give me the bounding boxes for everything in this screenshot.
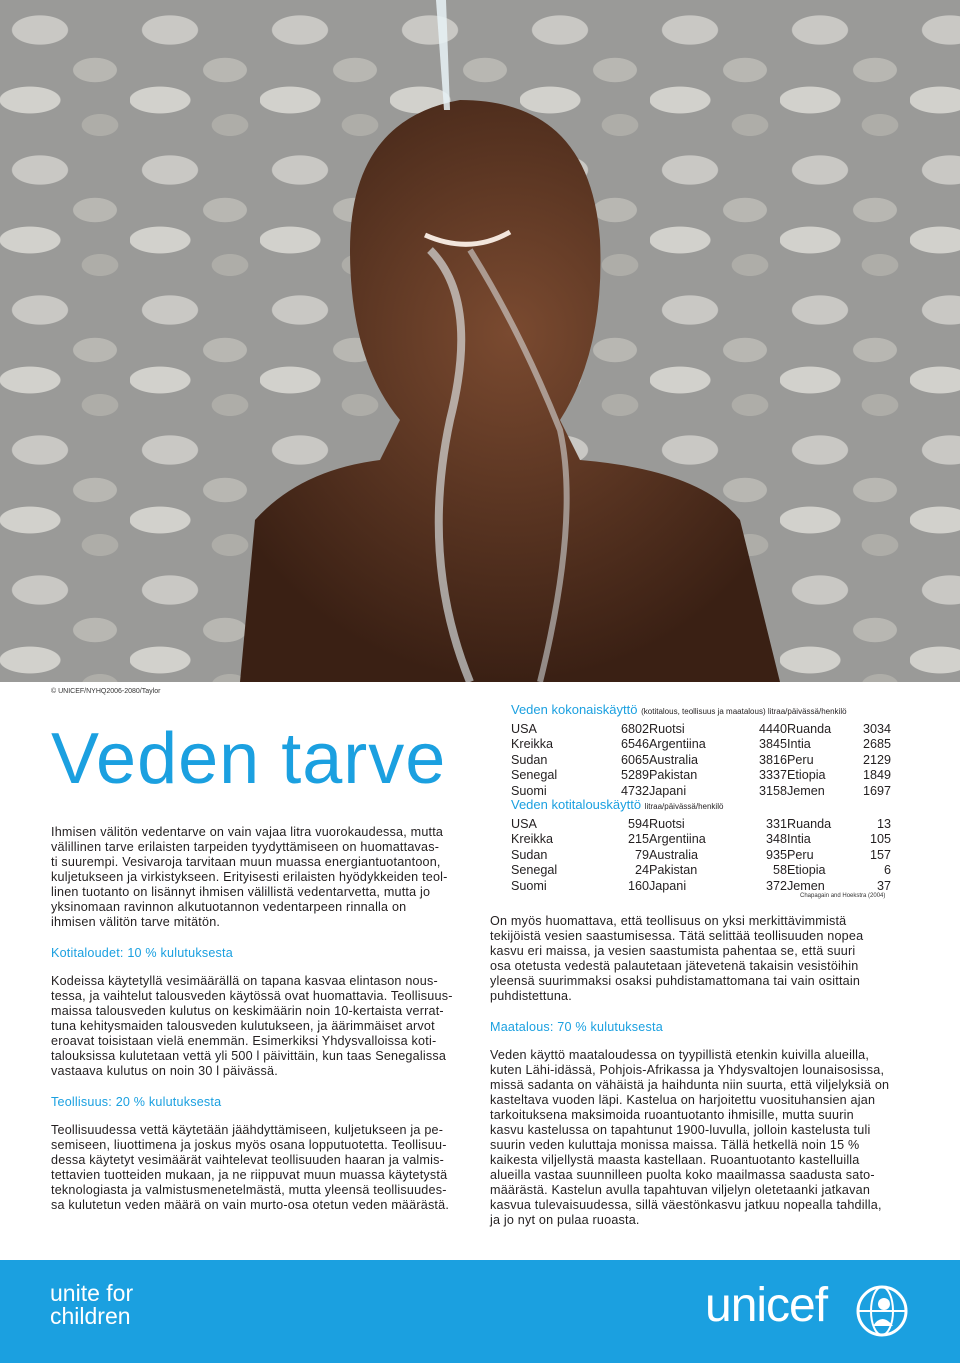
value: 1697 [862,783,891,798]
country-name: Kreikka [511,832,553,847]
slogan-line: children [50,1303,131,1329]
unicef-logo: unicef [705,1279,828,1332]
country-name: Peru [787,752,814,767]
text-line: On myös huomattava, että teollisuus on yksi merkittävimmistä [490,914,847,928]
text-line: määrästä. Kastelun avulla tapahtuvan viljelyn oletetaanki jatkavan [490,1183,871,1197]
text-line: maissa talousveden kulutus on keskimäärin noin 10-kertaista verrat- [51,1004,444,1018]
value: 6 [883,863,891,878]
text-line: eroavat toisistaan vielä enemmän. Esimerkiksi Yhdysvalloissa koti- [51,1034,437,1048]
footer-band [0,1260,960,1363]
value: 2129 [862,752,891,767]
table-row [511,722,891,737]
country-name: Ruotsi [649,722,685,736]
text-line: sa kulutetun veden määrä on vain murto-osa otetun veden määrästä. [51,1198,450,1212]
text-line: tarkoituksena maksimoida ruoantuotanto ihmisille, mutta suurin [490,1108,854,1122]
text-line: kasvu eri maissa, ja vesien saastumista pahentaa se, että suuri [490,944,856,958]
value: 215 [627,832,649,847]
unicef-emblem-icon [853,1282,911,1340]
table-row [511,832,891,847]
slogan [50,1282,133,1328]
household-heading: Kotitaloudet: 10 % kulutuksesta [51,946,233,960]
value: 4440 [758,722,787,736]
table-row [511,848,891,863]
text-line: vastaava kulutus on noin 30 l päivässä. [51,1064,278,1078]
text-line: kasteltava vuoden läpi. Kastelua on harjoitettu vuosituhansien ajan [490,1093,876,1107]
value: 3034 [862,722,891,736]
text-line: Kodeissa käytetyllä vesimäärällä on tapana kasvaa elintason nous- [51,974,438,988]
left-column [51,825,471,1213]
country-name: USA [511,722,537,736]
value: 79 [634,847,649,862]
value: 6802 [620,722,649,736]
country-name: Argentiina [649,737,706,752]
text-line: Veden käyttö maataloudessa on tyypillistä etenkin kuivilla alueilla, [490,1048,870,1062]
text-line: kaikesta viljellystä maasta kastellaan. Ruoantuotanto kastelluilla [490,1153,860,1167]
text-line: semiseen, liuottimena ja joskus myös osana lopputuotetta. Teollisuu- [51,1138,447,1152]
text-line: tuna kehitysmaiden talousveden kulutukseen, ja äärimmäiset arvot [51,1019,435,1033]
industry-heading: Teollisuus: 20 % kulutuksesta [51,1095,222,1109]
text-line: kasvua tulevaisuudessa, sillä väestönkasvu jatkuu nopealla tahdilla, [490,1198,882,1212]
country-name: Pakistan [649,863,698,878]
value: 331 [765,817,787,831]
total-use-table [511,702,891,799]
text-line: yksinomaan ravinnon alkutuotannon vedentarpeen rinnalla on [51,900,407,914]
country-name: Etiopia [787,768,826,783]
text-line: linen tuotanto on lisännyt ihmisen välillistä vedentarvetta, mutta jo [51,885,431,899]
country-name: Jemen [787,878,825,893]
table-row [511,753,891,768]
value: 2685 [862,737,891,752]
table-row [511,879,891,894]
country-name: USA [511,817,537,831]
table-subtitle: (kotitalous, teollisuus ja maatalous) litraa/päivässä/henkilö [641,707,847,716]
value: 6546 [620,737,649,752]
country-name: Senegal [511,863,558,878]
text-line: ti suurempi. Vesivaroja tarvitaan muun muassa energiantuotantoon, [51,855,441,869]
table-row [511,817,891,832]
value: 935 [765,847,787,862]
text-line: talouksissa kulutetaan vettä yli 500 l päivittäin, kun taas Senegalissa [51,1049,447,1063]
country-name: Ruotsi [649,817,685,831]
country-name: Intia [787,737,811,752]
country-name: Ruanda [787,817,832,831]
value: 3845 [758,737,787,752]
country-name: Sudan [511,752,548,767]
country-name: Etiopia [787,863,826,878]
value: 348 [765,832,787,847]
country-name: Ruanda [787,722,832,736]
table-row [511,768,891,783]
value: 24 [634,863,649,878]
value: 13 [876,817,891,831]
country-name: Australia [649,752,698,767]
value: 157 [869,847,891,862]
value: 1849 [862,768,891,783]
household-paragraph [51,974,471,1079]
photo-credit: © UNICEF/NYHQ2006-2080/Taylor [51,688,161,695]
table-title: Veden kotitalouskäyttö [511,797,642,812]
text-line: Ihmisen välitön vedentarve on vain vajaa litra vuorokaudessa, mutta [51,825,444,839]
value: 3337 [758,768,787,783]
country-name: Suomi [511,878,547,893]
text-line: dessa käytetyt vesimäärät vaihtelevat teollisuuden haaran ja valmis- [51,1153,445,1167]
value: 58 [772,863,787,878]
country-name: Japani [649,878,687,893]
text-line: alueilla vastaa suunnilleen puolta koko maailmassa saadusta sato- [490,1168,875,1182]
value: 160 [627,878,649,893]
value: 3816 [758,752,787,767]
text-line: kasvu kastelussa on tapahtunut 1900-luvulla, jolloin kastelusta tuli [490,1123,871,1137]
page-title: Veden tarve [51,719,447,799]
country-name: Pakistan [649,768,698,783]
country-name: Argentiina [649,832,706,847]
text-line: välillinen tarve erilaisten tarpeiden tyydyttämiseen on huomattavas- [51,840,440,854]
country-name: Suomi [511,783,547,798]
table-title: Veden kokonaiskäyttö [511,702,638,717]
country-name: Senegal [511,768,558,783]
slogan-line: unite for [50,1280,134,1306]
country-name: Intia [787,832,811,847]
table-row [511,737,891,752]
value: 372 [765,878,787,893]
value: 37 [876,878,891,893]
table-row [511,863,891,878]
text-line: puhdistettuna. [490,989,572,1003]
text-line: suurin veden kuluttaja monissa maissa. Tällä hetkellä noin 15 % [490,1138,860,1152]
value: 594 [627,817,649,831]
value: 5289 [620,768,649,783]
text-line: tekijöistä vesien saastumisessa. Tätä selittää teollisuuden nopea [490,929,864,943]
text-line: ja jo nyt on pulaa ruoasta. [490,1213,640,1227]
text-line: kuljetukseen ja virkistykseen. Erityisesti erilaisten hyödykkeiden teol- [51,870,448,884]
country-name: Japani [649,783,687,798]
country-name: Australia [649,847,698,862]
text-line: Teollisuudessa vettä käytetään jäähdyttämiseen, kuljetukseen ja pe- [51,1123,444,1137]
text-line: osa otetusta vedestä palautetaan jätevetenä takaisin vesistöihin [490,959,859,973]
country-name: Kreikka [511,737,553,752]
country-name: Jemen [787,783,825,798]
country-name: Peru [787,847,814,862]
text-line: tettavien tuotteiden mukaan, ja ne riippuvat muun muassa käytetystä [51,1168,448,1182]
text-line: missä sadanta on vähäistä ja haihdunta niin suurta, että viljelyksiä on [490,1078,890,1092]
intro-paragraph [51,825,471,930]
text-line: kuten Lähi-idässä, Pohjois-Afrikassa ja Yhdysvaltojen lounaisosissa, [490,1063,885,1077]
value: 3158 [758,783,787,798]
table-heading [511,797,891,812]
agriculture-heading: Maatalous: 70 % kulutuksesta [490,1020,663,1034]
value: 6065 [620,752,649,767]
text-line: ihmisen välitön tarve mitätön. [51,915,221,929]
table-source: Chapagain and Hoekstra (2004) [800,893,886,899]
household-use-table [511,797,891,894]
country-name: Sudan [511,847,548,862]
text-line: teknologiasta ja valmistusmenetelmästä, mutta yleensä teollisuudes- [51,1183,447,1197]
right-column [490,914,910,1228]
agriculture-paragraph [490,1048,910,1228]
text-line: tessa, ja vaihtelut talousveden käytössä ovat huomattavia. Teollisuus- [51,989,453,1003]
value: 105 [869,832,891,847]
industry-paragraph [51,1123,471,1213]
pollution-paragraph [490,914,910,1004]
table-subtitle: litraa/päivässä/henkilö [644,802,724,811]
value: 4732 [620,783,649,798]
table-heading [511,702,891,717]
text-line: yleensä suurimmaksi osaksi puhdistamattomana tai vain osittain [490,974,861,988]
